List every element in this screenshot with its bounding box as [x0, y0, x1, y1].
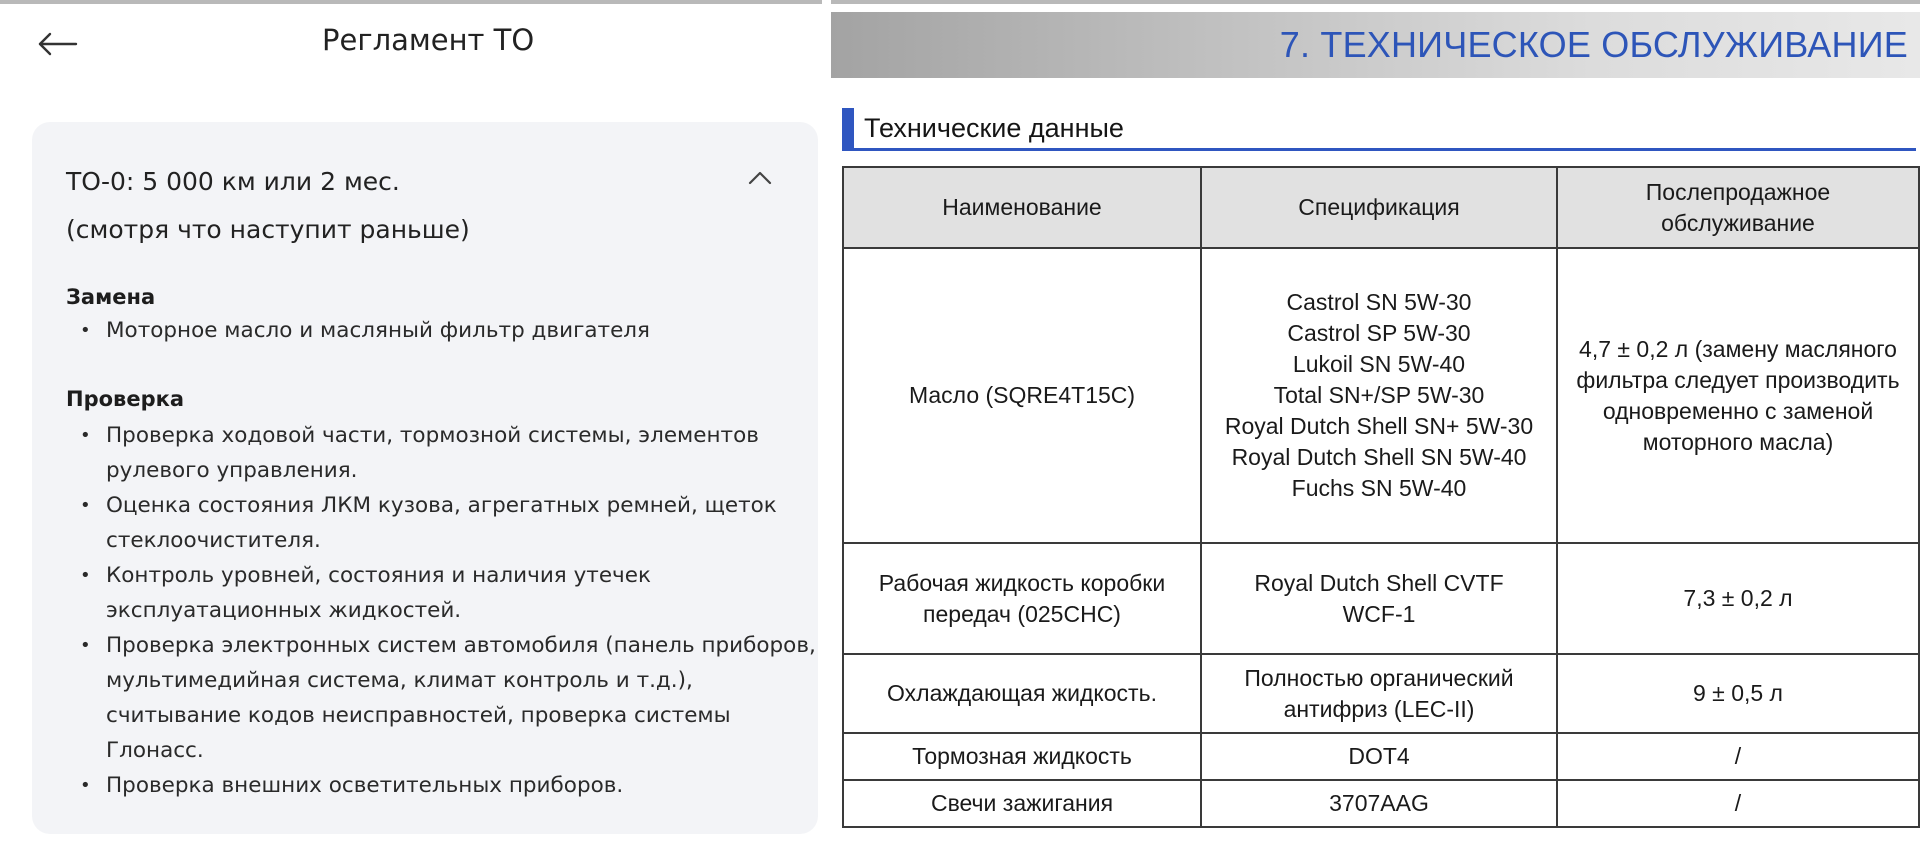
replace-section-title: Замена [66, 285, 156, 309]
table-row [843, 248, 1919, 543]
list-item: • Контроль уровней, состояния и наличия утечек эксплуатационных жидкостей. [66, 558, 826, 628]
top-edge-line [0, 0, 1920, 4]
back-arrow-icon [36, 24, 80, 64]
spec-line: Total SN+/SP 5W-30 [1273, 382, 1485, 408]
card-heading: ТО-0: 5 000 км или 2 мес. [66, 167, 400, 196]
chapter-banner [831, 12, 1920, 78]
maintenance-card [32, 122, 818, 834]
row-spec: 3707AAG [1201, 780, 1557, 827]
table-row [843, 733, 1919, 780]
back-button[interactable] [36, 24, 80, 64]
spec-line: Castrol SP 5W-30 [1287, 320, 1471, 346]
row-service: 9 ± 0,5 л [1557, 654, 1919, 733]
row-service: 7,3 ± 0,2 л [1557, 543, 1919, 654]
table-row [843, 654, 1919, 733]
spec-line: Castrol SN 5W-30 [1286, 289, 1472, 315]
row-name: Охлаждающая жидкость. [843, 654, 1201, 733]
row-service: / [1557, 733, 1919, 780]
replace-list [66, 313, 826, 348]
table-row [843, 780, 1919, 827]
chapter-title: 7. ТЕХНИЧЕСКОЕ ОБСЛУЖИВАНИЕ [1279, 24, 1908, 65]
row-service: / [1557, 780, 1919, 827]
list-item: • Оценка состояния ЛКМ кузова, агрегатных ремней, щеток стеклоочистителя. [66, 488, 826, 558]
page-title: Регламент ТО [322, 23, 535, 57]
row-name: Свечи зажигания [843, 780, 1201, 827]
col-header-service: Послепродажное обслуживание [1557, 167, 1919, 248]
spec-line: Fuchs SN 5W-40 [1291, 475, 1467, 501]
check-list [66, 418, 826, 803]
section-accent-bar [842, 108, 854, 148]
row-spec: Royal Dutch Shell CVTF WCF-1 [1201, 543, 1557, 654]
col-header-spec: Спецификация [1201, 167, 1557, 248]
split-divider [822, 0, 831, 845]
list-item: • Проверка электронных систем автомобиля (панель приборов, мультимедийная система, климат контроль и т.д.), считывание кодов неисправностей, проверка системы Глонасс. [66, 628, 826, 768]
list-item: • Моторное масло и масляный фильтр двигателя [66, 313, 826, 348]
row-spec: Полностью органический антифриз (LEC-II) [1201, 654, 1557, 733]
row-spec: DOT4 [1201, 733, 1557, 780]
section-title: Технические данные [864, 113, 1124, 143]
spec-line: Royal Dutch Shell SN+ 5W-30 [1224, 413, 1534, 439]
list-item: • Проверка ходовой части, тормозной системы, элементов рулевого управления. [66, 418, 826, 488]
table-header-row [843, 167, 1919, 248]
card-header[interactable] [66, 158, 766, 254]
row-name: Масло (SQRE4T15C) [843, 248, 1201, 543]
col-header-name: Наименование [843, 167, 1201, 248]
row-service: 4,7 ± 0,2 л (замену масляного фильтра следует производить одновременно с заменой моторного масла) [1557, 248, 1919, 543]
list-item: • Проверка внешних осветительных приборов. [66, 768, 826, 803]
spec-line: Lukoil SN 5W-40 [1292, 351, 1466, 377]
section-rule [842, 148, 1916, 151]
row-spec [1201, 248, 1557, 543]
spec-line: Royal Dutch Shell SN 5W-40 [1231, 444, 1527, 470]
card-subheading: (смотря что наступит раньше) [66, 215, 470, 244]
collapse-toggle[interactable] [744, 162, 776, 194]
check-section-title: Проверка [66, 387, 185, 411]
row-name: Рабочая жидкость коробки передач (025CHC) [843, 543, 1201, 654]
chevron-up-icon [744, 162, 776, 194]
spec-table [842, 166, 1920, 828]
row-name: Тормозная жидкость [843, 733, 1201, 780]
table-row [843, 543, 1919, 654]
